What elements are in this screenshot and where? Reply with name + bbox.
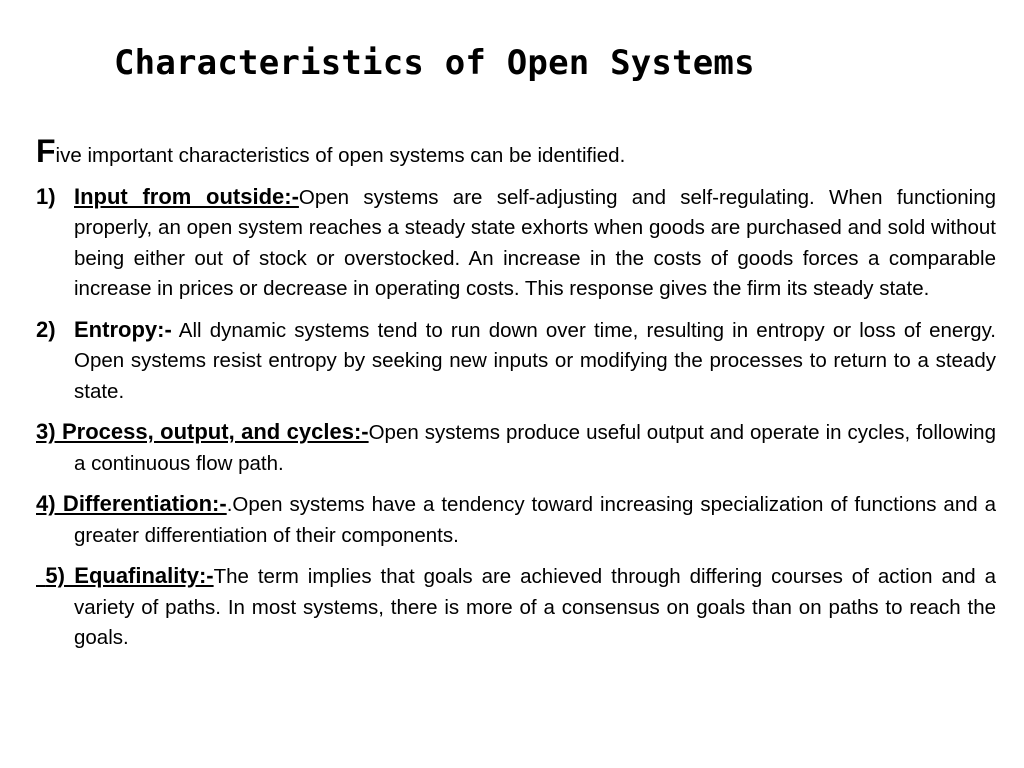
list-item-equafinality — [36, 561, 996, 654]
list-item-process-output-cycles — [36, 417, 996, 479]
item-body — [36, 561, 996, 654]
list-item-input-from-outside — [36, 182, 996, 305]
slide-content — [36, 133, 996, 664]
item-heading: Entropy:- — [74, 316, 172, 342]
list-item-entropy — [36, 315, 996, 408]
intro-paragraph — [36, 133, 996, 172]
slide-title: Characteristics of Open Systems — [114, 43, 755, 83]
item-heading: 3) Process, output, and cycles:- — [36, 419, 369, 444]
item-heading: 4) Differentiation:- — [36, 491, 227, 516]
item-number: 2) — [36, 316, 56, 342]
item-heading: Input from outside:- — [74, 183, 299, 209]
item-text: All dynamic systems tend to run down over time, resulting in entropy or loss of energy. Open systems resist entropy by seeking new inputs or modifying the processes to return to a steady state. — [74, 318, 996, 403]
item-body — [74, 315, 996, 408]
item-heading: 5) Equafinality:- — [45, 563, 214, 588]
item-text: Open systems produce useful output and operate in cycles, following a continuous flow path. — [74, 421, 996, 475]
item-number: 1) — [36, 183, 56, 209]
intro-dropcap: F — [36, 133, 56, 169]
item-body — [36, 489, 996, 551]
item-body — [36, 417, 996, 479]
item-text: .Open systems have a tendency toward increasing specialization of functions and a greater differentiation of their components. — [74, 493, 996, 547]
item-body — [74, 182, 996, 305]
list-item-differentiation — [36, 489, 996, 551]
intro-text: ive important characteristics of open systems can be identified. — [55, 144, 626, 167]
item-text: The term implies that goals are achieved through differing courses of action and a variety of paths. In most systems, there is more of a consensus on goals than on paths to reach the goals. — [74, 565, 996, 649]
item-text: Open systems are self-adjusting and self-regulating. When functioning properly, an open system reaches a steady state exhorts when goods are purchased and sold without being either out of stock or overstocked. An increase in the costs of goods forces a comparable increase in prices or decrease in operating costs. This response gives the firm its steady state. — [74, 185, 996, 300]
